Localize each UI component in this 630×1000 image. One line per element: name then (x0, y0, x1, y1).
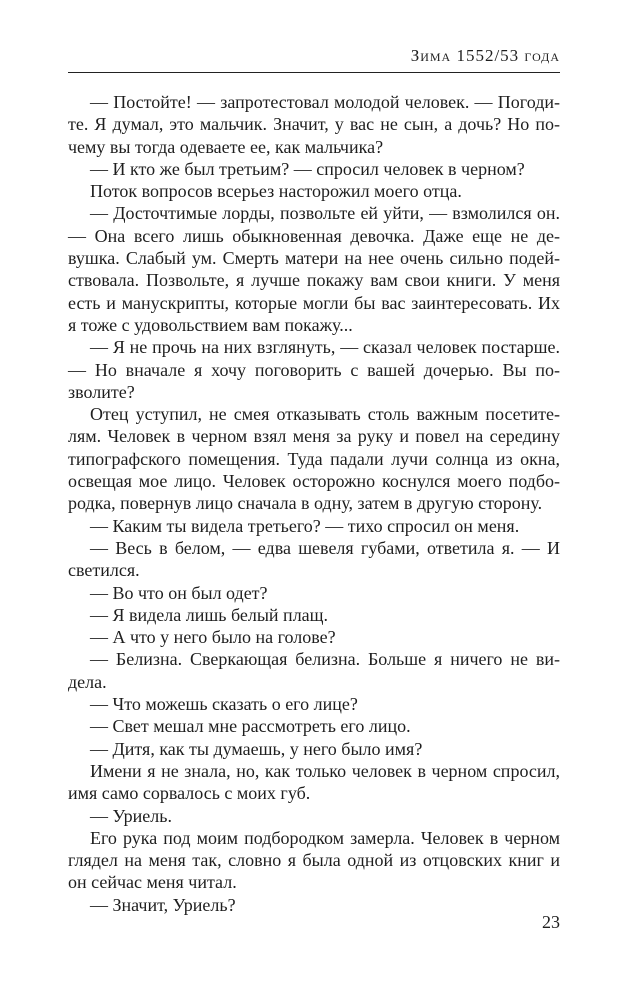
paragraph: — Значит, Уриель? (90, 894, 236, 915)
paragraph: — Весь в белом, — едва шевеля губами, ответила я. — И светился. (68, 537, 560, 581)
paragraph: — Я видела лишь белый плащ. (90, 604, 329, 625)
paragraph: — Белизна. Сверкающая белизна. Больше я ничего не видела. (68, 649, 560, 692)
paragraph: — Уриель. (90, 805, 172, 826)
paragraph: Отец уступил, не смея отказывать столь важным посетителям. Человек в черном взял меня за руку и повел на середину типографского помещения. Туда падали лучи солнца из окна, освещая мое лицо. Человек осторожно коснулся моего подбородка, повернув лицо сначала в одну, затем в другую сторону. (68, 404, 560, 514)
header-rule (68, 72, 560, 73)
text-body (68, 91, 560, 916)
paragraph: — Постойте! — запротестовал молодой человек. — Погодите. Я думал, это мальчик. Значит, у вас не сын, а дочь? Но почему вы тогда одеваете ее, как мальчика? (68, 92, 560, 157)
paragraph: — Каким ты видела третьего? — тихо спросил он меня. (90, 515, 520, 536)
page-number: 23 (542, 912, 560, 932)
paragraph: Его рука под моим подбородком замерла. Человек в черном глядел на меня так, словно я была одной из отцовских книг и он сейчас меня читал. (68, 827, 560, 893)
paragraph: Имени я не знала, но, как только человек в черном спросил, имя само сорвалось с моих губ. (68, 760, 560, 804)
paragraph: — Что можешь сказать о его лице? (90, 694, 358, 715)
paragraph: — Во что он был одет? (90, 582, 268, 603)
paragraph: — Я не прочь на них взглянуть, — сказал человек постарше. — Но вначале я хочу поговорить с вашей дочерью. Вы позволите? (68, 337, 560, 402)
paragraph: — Досточтимые лорды, позвольте ей уйти, — взмолился он. — Она всего лишь обыкновенная девочка. Даже еще не девушка. Слабый ум. Смерть матери на нее очень сильно подействовала. Позвольте, я лучше покажу вам свои книги. У меня есть и манускрипты, которые могли бы вас заинтересовать. Их я тоже с удовольствием вам покажу... (68, 203, 560, 335)
paragraph: Поток вопросов всерьез насторожил моего отца. (90, 181, 462, 202)
paragraph: — Свет мешал мне рассмотреть его лицо. (90, 716, 411, 737)
running-head: Зима 1552/53 года (410, 46, 560, 65)
paragraph: — Дитя, как ты думаешь, у него было имя? (90, 738, 423, 759)
paragraph: — И кто же был третьим? — спросил человек в черном? (90, 158, 525, 179)
paragraph: — А что у него было на голове? (90, 627, 336, 648)
